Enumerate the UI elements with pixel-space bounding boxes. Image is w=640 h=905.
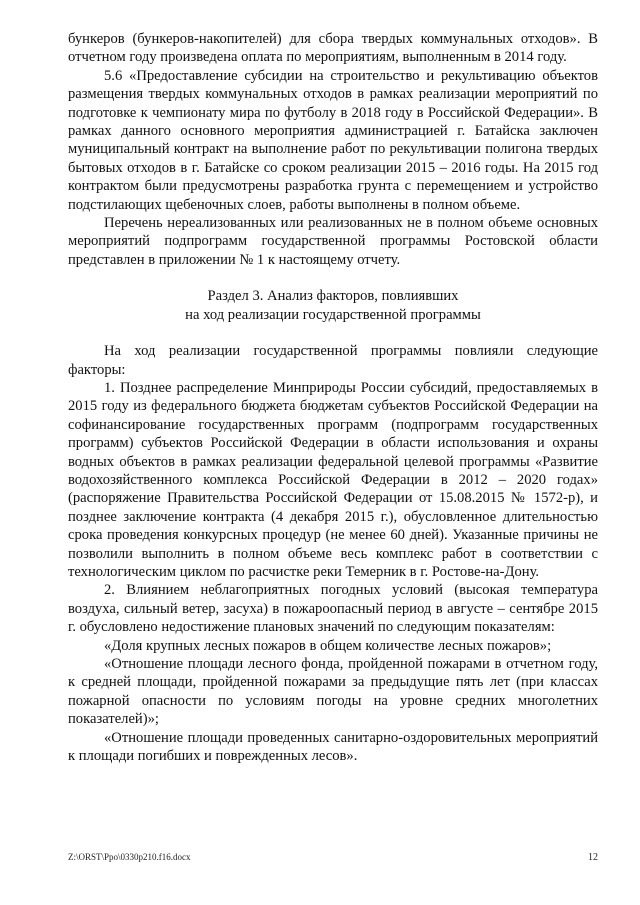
paragraph-5-6: 5.6 «Предоставление субсидии на строительство и рекультивацию объектов размещения твердых коммунальных отходов в рамках реализации мероприятий по подготовке к чемпионату мира по футболу в 2018 году в Российской Федерации». В рамках данного основного мероприятия администрацией г. Батайска заключен муниципальный контракт на выполнение работ по рекультивации полигона твердых бытовых отходов в г. Батайске со сроком реализации 2015 – 2016 годы. На 2015 год контрактом были предусмотрены разработка грунта с перемещением и устройство подстилающих щебеночных слоев, работы выполнены в полном объеме. — [68, 67, 598, 213]
paragraph-list-unrealized: Перечень нереализованных или реализованных не в полном объеме основных мероприятий подпрограмм государственной программы Ростовской области представлен в приложении № 1 к настоящему отчету. — [68, 215, 598, 268]
paragraph-bunkers: бункеров (бункеров-накопителей) для сбора твердых коммунальных отходов». В отчетном году произведена оплата по мероприятиям, выполненным в 2014 году. — [68, 31, 598, 66]
document-page — [68, 30, 598, 765]
paragraph-factor-2: 2. Влиянием неблагоприятных погодных условий (высокая температура воздуха, сильный ветер, засуха) в пожароопасный период в августе – сентябре 2015 г. обусловлено недостижение плановых значений по следующим показателям: — [68, 582, 598, 636]
section-heading-line1: Раздел 3. Анализ факторов, повлиявших — [207, 288, 459, 305]
indicator-quote-3: «Отношение площади проведенных санитарно-оздоровительных мероприятий к площади погибших и поврежденных лесов». — [68, 729, 598, 765]
indicator-quote-2: «Отношение площади лесного фонда, пройденной пожарами в отчетном году, к средней площади, пройденной пожарами за предыдущие пять лет (при классах пожарной опасности по условиям погоды на уровне средних многолетних показателей)»; — [68, 656, 598, 728]
section-heading-line2: на ход реализации государственной программы — [185, 306, 481, 323]
paragraph-factor-1: 1. Позднее распределение Минприроды России субсидий, предоставляемых в 2015 году из федерального бюджета бюджетам субъектов Российской Федерации на софинансирование государственных программ (подпрограмм государственных программ) субъектов Российской Федерации в области использования и охраны водных объектов в рамках реализации федеральной целевой программы «Развитие водохозяйственного комплекса Российской Федерации в 2012 – 2020 годах» (распоряжение Правительства Российской Федерации от 15.08.2015 № 1572-р), и позднее заключение контракта (4 декабря 2015 г.), обусловленное длительностью срока проведения конкурсных процедур (не менее 60 дней). Указанные причины не позволили выполнить в полном объеме весь комплекс работ в соответствии с технологическим циклом по расчистке реки Темерник в г. Ростове-на-Дону. — [68, 379, 598, 580]
indicator-quote-1: «Доля крупных лесных пожаров в общем количестве лесных пожаров»; — [104, 637, 552, 654]
paragraph-factors-intro: На ход реализации государственной программы повлияли следующие факторы: — [68, 343, 598, 378]
section-heading — [68, 287, 598, 324]
footer-file-path: Z:\ORST\Ppo\0330p210.f16.docx — [68, 852, 191, 862]
page-number: 12 — [588, 852, 598, 863]
